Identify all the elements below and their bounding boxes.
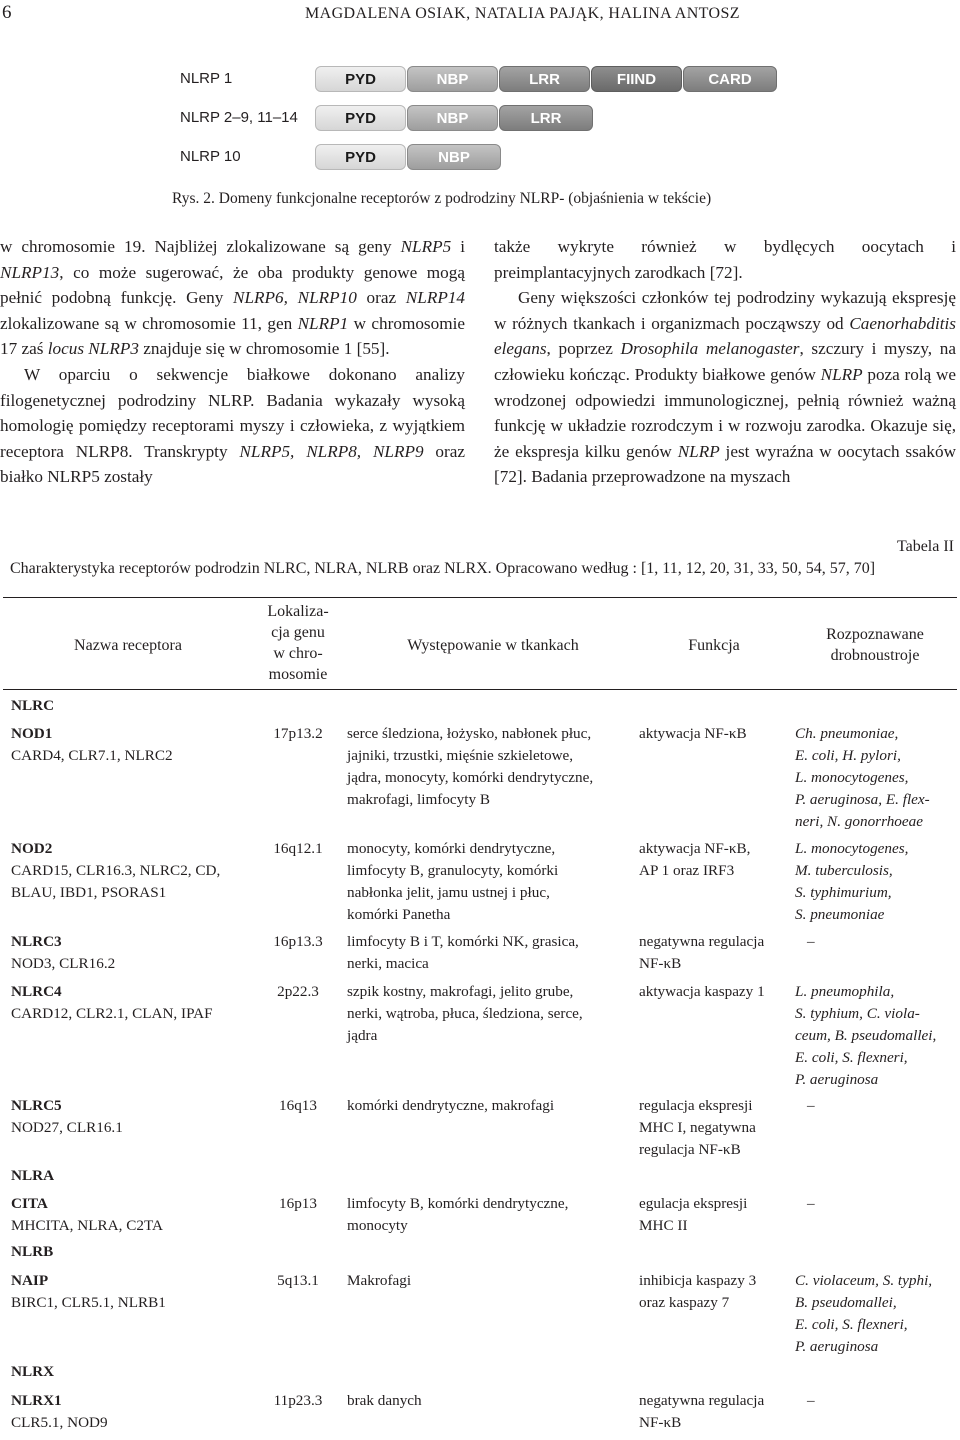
paragraph: w chromosomie 19. Najbliżej zlokalizowane są geny NLRP5 i NLRP13, co może sugerować, że oba produkty genowe mogą pełnić podobną funkcję. Geny NLRP6, NLRP10 oraz NLRP14 zlokalizowane są w chromosomie 11, gen NLRP1 w chromosomie 17 zaś locus NLRP3 znajduje się w chromosomie 1 [55].	[0, 237, 466, 359]
left-column	[0, 234, 465, 490]
function-cell: aktywacja kaspazy 1	[639, 983, 765, 1000]
header-function: Funkcja	[688, 637, 740, 654]
microbes-cell: C. violaceum, S. typhi, B. pseudomallei, E. coli, S. flexneri, P. aeruginosa	[795, 1272, 933, 1355]
domain-lrr: LRR	[499, 105, 593, 131]
header-receptor-name: Nazwa receptora	[74, 637, 182, 654]
domain-diagram	[180, 62, 800, 180]
table-title: Charakterystyka receptorów podrodzin NLRC, NLRA, NLRB oraz NLRX. Opracowano według : [1, 11, 12, 20, 31, 33, 50, 54, 57, 70]	[10, 560, 876, 577]
table-label: Tabela II	[896, 538, 954, 555]
tissue-cell: szpik kostny, makrofagi, jelito grube, nerki, wątroba, płuca, śledziona, serce, jądra	[347, 983, 583, 1044]
receptor-name-cell: NLRC5 NOD27, CLR16.1	[11, 1097, 123, 1136]
table-rule-header	[3, 689, 957, 690]
microbes-cell: –	[807, 1195, 815, 1212]
gene-location: 17p13.2	[273, 725, 323, 742]
microbes-cell: –	[807, 933, 815, 950]
receptor-table	[3, 597, 957, 1440]
function-cell: negatywna regulacja NF-κB	[639, 933, 765, 972]
gene-location: 16p13	[279, 1195, 317, 1212]
gene-location: 16q13	[279, 1097, 317, 1114]
microbes-cell: –	[807, 1097, 815, 1114]
receptor-name-cell: NLRX1 CLR5.1, NOD9	[11, 1392, 108, 1431]
paragraph: Geny większości członków tej podrodziny wykazują ekspresję w różnych tkankach i organizmach począwszy od Caenorhabditis elegans, poprzez Drosophila melanogaster, szczury i myszy, na człowieku kończąc. Produkty białkowe genów NLRP poza rolą we wrodzonej odpowiedzi immunologicznej, pełnią również ważną funkcję w układzie rozrodczym i w rozwoju zarodka. Okazuje się, że ekspresja kilku genów NLRP jest wyraźna w oocytach ssaków [72]. Badania przeprowadzone na myszach	[494, 288, 956, 487]
function-cell: inhibicja kaspazy 3 oraz kaspazy 7	[639, 1272, 757, 1311]
tissue-cell: limfocyty B i T, komórki NK, grasica, nerki, macica	[347, 933, 579, 972]
microbes-cell: L. pneumophila, S. typhium, C. viola- ceum, B. pseudomallei, E. coli, S. flexneri, P. aeruginosa	[795, 983, 937, 1088]
paragraph: W oparciu o sekwencje białkowe dokonano analizy filogenetycznej podrodziny NLRP. Badania wykazały wysoką homologię pomiędzy receptorami myszy i człowieka, z wyjątkiem receptora NLRP8. Transkrypty NLRP5, NLRP8, NLRP9 oraz białko NLRP5 zostały	[0, 364, 466, 487]
table-rule-top	[3, 597, 957, 598]
receptor-name-cell: NLRC3 NOD3, CLR16.2	[11, 933, 116, 972]
gene-location: 16p13.3	[273, 933, 323, 950]
group-nlrb: NLRB	[11, 1243, 54, 1260]
receptor-name-cell: NLRC4 CARD12, CLR2.1, CLAN, IPAF	[11, 983, 213, 1022]
paragraph: także wykryte również w bydlęcych oocytach i preimplantacyjnych zarodkach [72].	[494, 237, 956, 282]
domain-pyd: PYD	[315, 144, 406, 170]
diagram-row-nlrp10	[180, 142, 800, 172]
function-cell: regulacja ekspresji MHC I, negatywna regulacja NF-κB	[639, 1097, 756, 1158]
microbes-cell: L. monocytogenes, M. tuberculosis, S. typhimurium, S. pneumoniae	[795, 840, 909, 923]
tissue-cell: komórki dendrytyczne, makrofagi	[347, 1097, 555, 1114]
domain-pyd: PYD	[315, 66, 406, 92]
group-nlrc: NLRC	[11, 697, 55, 714]
running-head: MAGDALENA OSIAK, NATALIA PAJĄK, HALINA ANTOSZ	[305, 5, 740, 22]
diagram-row-label: NLRP 1	[180, 70, 233, 87]
diagram-row-nlrp2-14	[180, 103, 800, 133]
tissue-cell: brak danych	[347, 1392, 422, 1409]
group-nlrx: NLRX	[11, 1363, 55, 1380]
domain-nbp: NBP	[407, 144, 501, 170]
function-cell: aktywacja NF-κB, AP 1 oraz IRF3	[639, 840, 751, 879]
page-number: 6	[2, 2, 12, 23]
function-cell: aktywacja NF-κB	[639, 725, 747, 742]
receptor-name-cell: NOD1 CARD4, CLR7.1, NLRC2	[11, 725, 173, 764]
domain-lrr: LRR	[499, 66, 590, 92]
group-nlra: NLRA	[11, 1167, 55, 1184]
gene-location: 5q13.1	[277, 1272, 319, 1289]
header-microbes: Rozpoznawane drobnoustroje	[826, 626, 924, 664]
right-column	[494, 234, 956, 490]
receptor-name-cell: NOD2 CARD15, CLR16.3, NLRC2, CD, BLAU, IBD1, PSORAS1	[11, 840, 221, 901]
microbes-cell: –	[807, 1392, 815, 1409]
function-cell: negatywna regulacja NF-κB	[639, 1392, 765, 1431]
header-gene-location: Lokaliza- cja genu w chro- mosomie	[267, 603, 329, 683]
tissue-cell: limfocyty B, komórki dendrytyczne, monocyty	[347, 1195, 569, 1234]
gene-location: 2p22.3	[277, 983, 319, 1000]
diagram-row-nlrp1	[180, 64, 800, 94]
tissue-cell: serce śledziona, łożysko, nabłonek płuc, jajniki, trzustki, mięśnie szkieletowe, jądra, monocyty, komórki dendrytyczne, makrofagi, limfocyty B	[347, 725, 594, 808]
diagram-row-label: NLRP 2–9, 11–14	[180, 109, 298, 126]
receptor-name-cell: NAIP BIRC1, CLR5.1, NLRB1	[11, 1272, 166, 1311]
figure-caption: Rys. 2. Domeny funkcjonalne receptorów z podrodziny NLRP- (objaśnienia w tekście)	[172, 190, 712, 207]
domain-nbp: NBP	[407, 66, 498, 92]
domain-nbp: NBP	[407, 105, 498, 131]
tissue-cell: Makrofagi	[347, 1272, 412, 1289]
domain-fiind: FIIND	[591, 66, 682, 92]
function-cell: egulacja ekspresji MHC II	[639, 1195, 748, 1234]
diagram-row-label: NLRP 10	[180, 148, 241, 165]
microbes-cell: Ch. pneumoniae, E. coli, H. pylori, L. monocytogenes, P. aeruginosa, E. flex- neri, N. gonorrhoeae	[795, 725, 930, 830]
page-header	[0, 2, 960, 28]
header-tissue: Występowanie w tkankach	[407, 637, 579, 654]
receptor-name-cell: CITA MHCITA, NLRA, C2TA	[11, 1195, 163, 1234]
gene-location: 16q12.1	[273, 840, 323, 857]
tissue-cell: monocyty, komórki dendrytyczne, limfocyty B, granulocyty, komórki nabłonka jelit, jamu ustnej i płuc, komórki Panetha	[347, 840, 559, 923]
gene-location: 11p23.3	[273, 1392, 323, 1409]
domain-card: CARD	[683, 66, 777, 92]
domain-pyd: PYD	[315, 105, 406, 131]
